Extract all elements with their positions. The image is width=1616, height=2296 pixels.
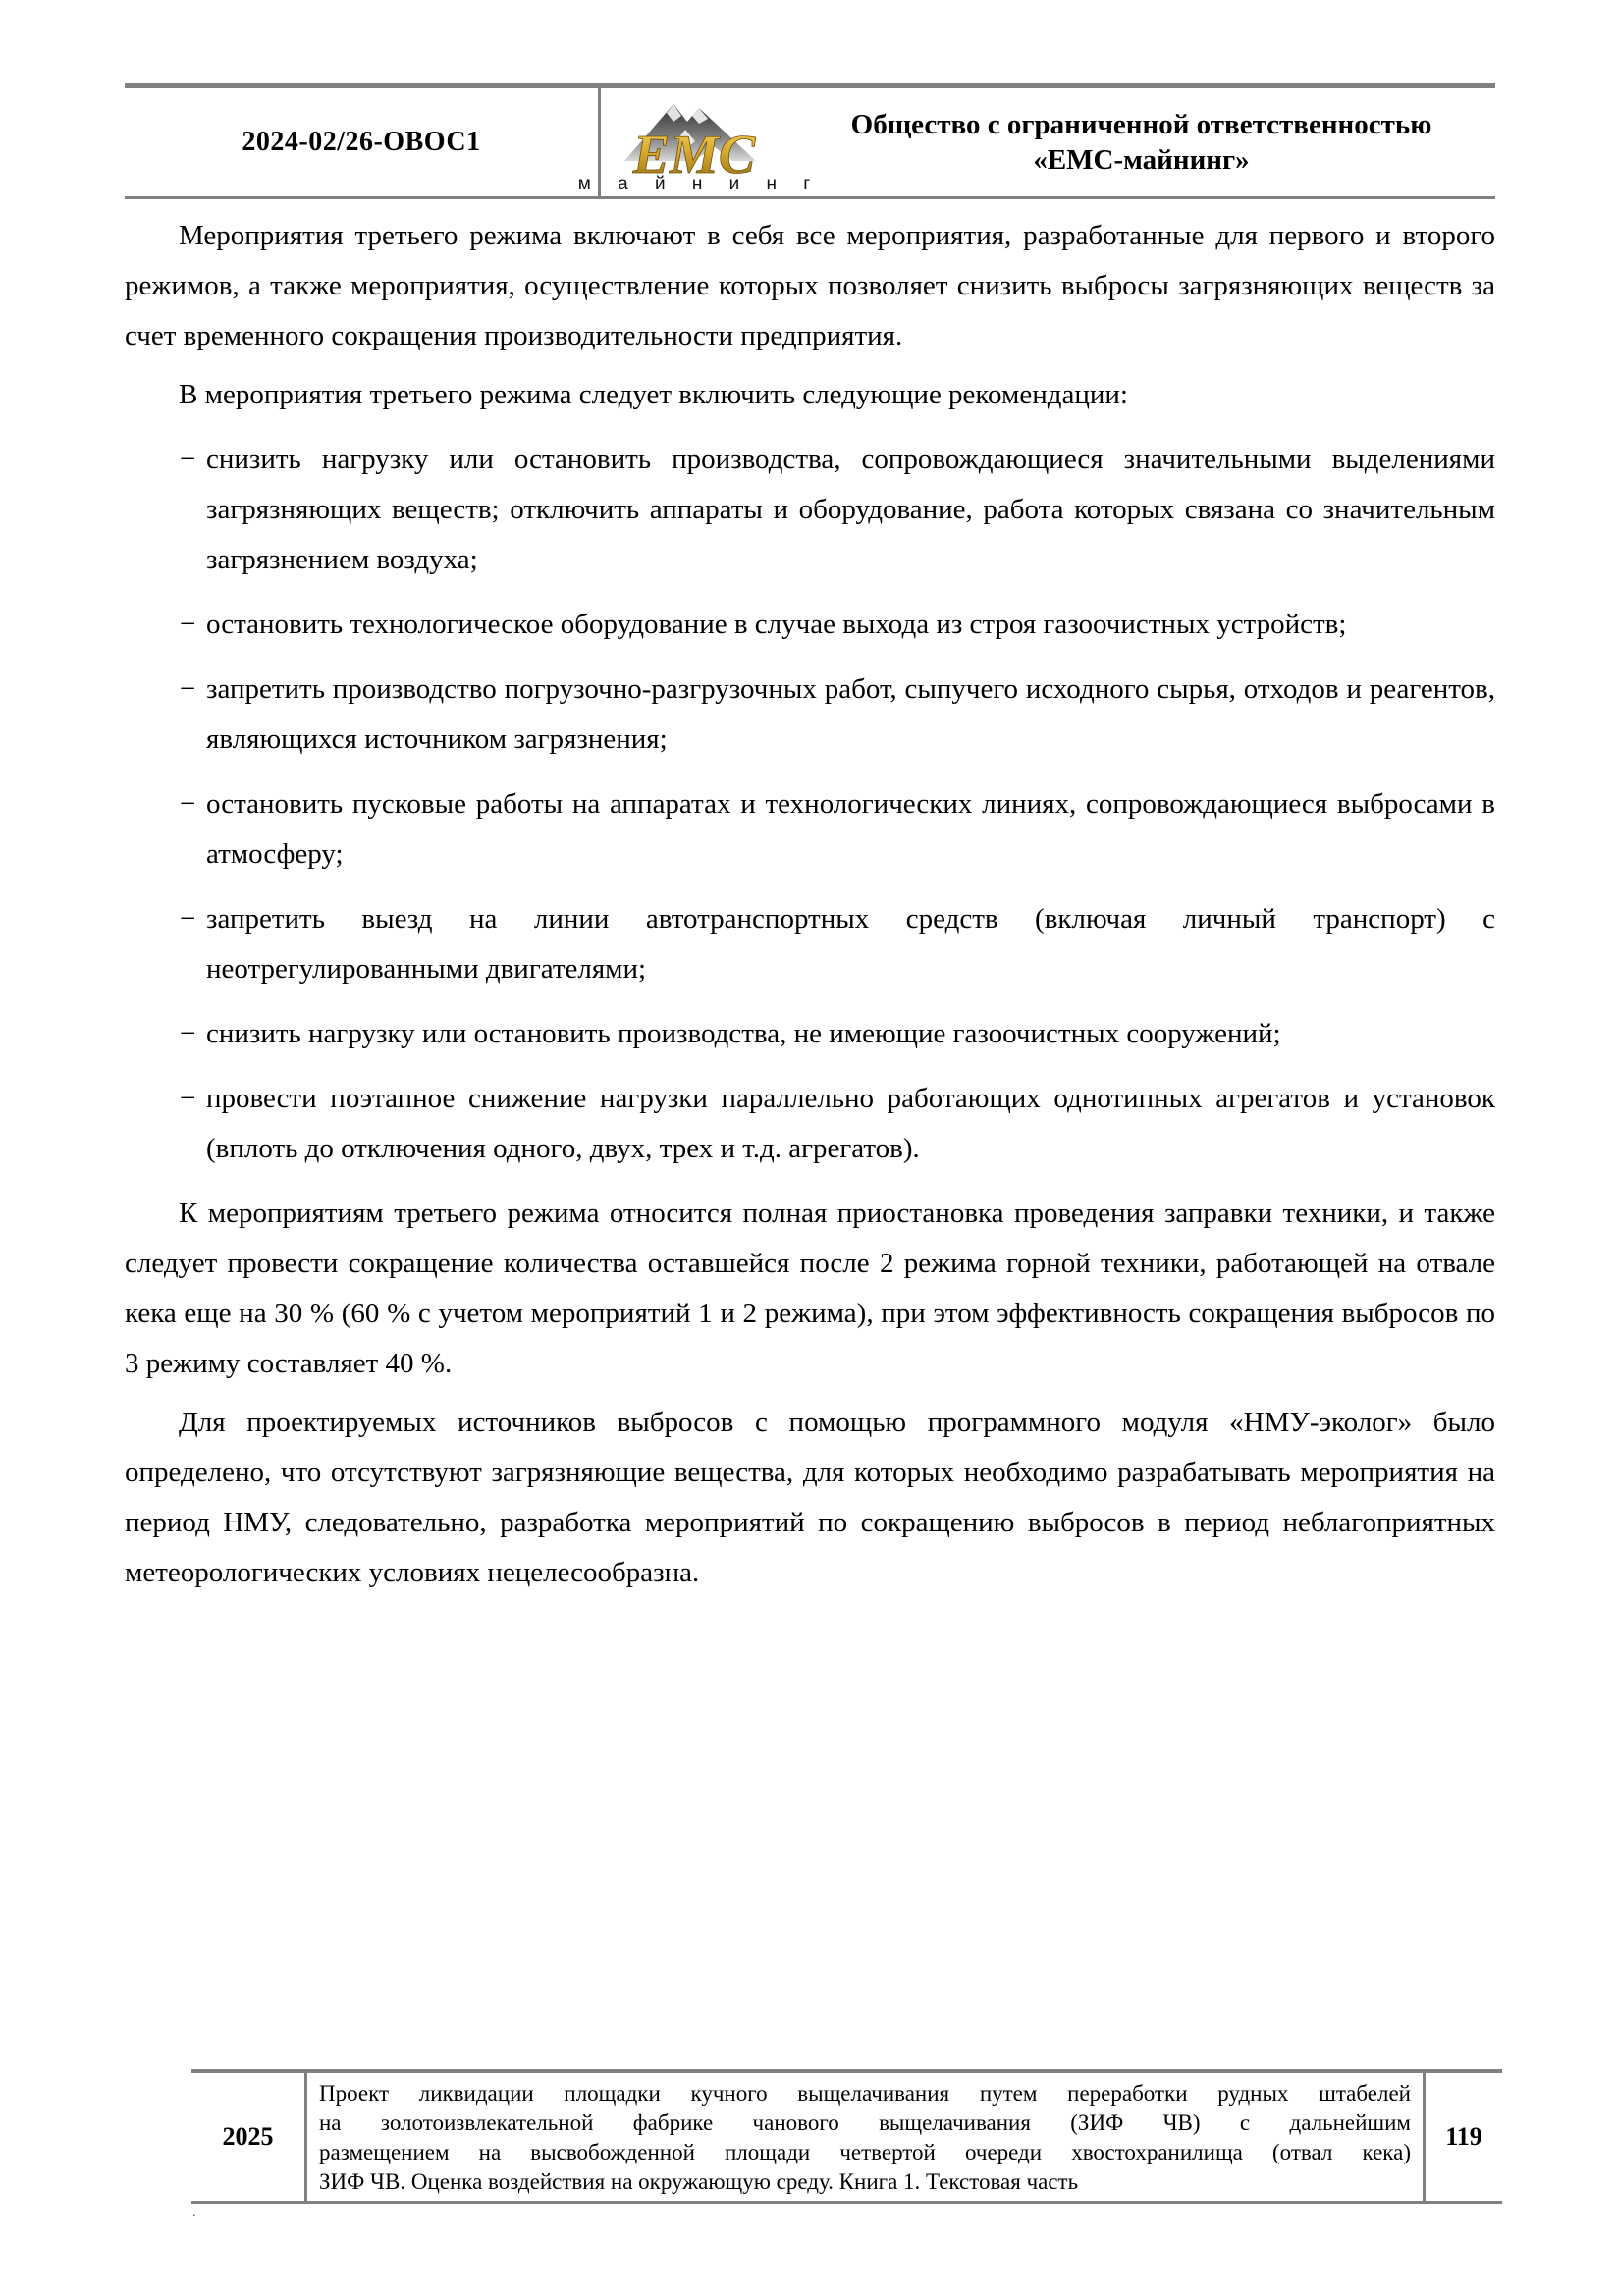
footer-project-line: на золотоизвлекательной фабрике чанового выщелачивания (ЗИФ ЧВ) с дальнейшим xyxy=(319,2109,1411,2135)
emc-logo-graphic xyxy=(607,100,781,181)
page-header xyxy=(125,83,1495,199)
dash-marker: − xyxy=(180,1083,196,1114)
dash-marker: − xyxy=(180,673,196,705)
footer-project-description xyxy=(304,2073,1426,2201)
paragraph-intro-1: Мероприятия третьего режима включают в себя все мероприятия, разработанные для первого и второго режимов, а также мероприятия, осуществление которых позволяет снизить выбросы загрязняющих веществ за счет временного сокращения производительности предприятия. xyxy=(125,220,1495,351)
doc-number: 2024-02/26-ОВОС1 xyxy=(242,127,481,157)
list-item-text: запретить производство погрузочно-разгрузочных работ, сыпучего исходного сырья, отходов и реагентов, являющихся источником загрязнения; xyxy=(206,673,1495,755)
stray-mark: . xyxy=(192,2205,196,2219)
logo-subtext: м а й н и н г xyxy=(577,174,822,194)
logo-text: ЕМС xyxy=(632,125,756,181)
footer-year: 2025 xyxy=(222,2122,274,2151)
dash-marker: − xyxy=(180,788,196,820)
list-item xyxy=(125,894,1495,994)
list-item xyxy=(125,435,1495,585)
list-item-text: снизить нагрузку или остановить производства, сопровождающиеся значительными выделениями загрязняющих веществ; отключить аппараты и оборудование, работа которых связана со значительным загрязнением воздуха; xyxy=(206,444,1495,575)
list-item-text: провести поэтапное снижение нагрузки параллельно работающих однотипных агрегатов и установок (вплоть до отключения одного, двух, трех и т.д. агрегатов). xyxy=(206,1083,1495,1164)
company-name xyxy=(787,88,1495,196)
header-doc-number-cell xyxy=(125,88,601,196)
list-item xyxy=(125,1074,1495,1174)
list-item-text: остановить пусковые работы на аппаратах и технологических линиях, сопровождающиеся выбросами в атмосферу; xyxy=(206,788,1495,870)
company-name-line2: «ЕМС-майнинг» xyxy=(1033,144,1250,176)
list-item-text: запретить выезд на линии автотранспортных средств (включая личный транспорт) с неотрегулированными двигателями; xyxy=(206,903,1495,985)
dash-marker: − xyxy=(180,609,196,640)
header-right-cell xyxy=(577,88,1495,196)
footer-project-line: размещением на высвобожденной площади четвертой очереди хвостохранилища (отвал кека) xyxy=(319,2139,1411,2164)
list-item xyxy=(125,1009,1495,1059)
footer-project-line: Проект ликвидации площадки кучного выщелачивания путем переработки рудных штабелей xyxy=(319,2080,1411,2106)
paragraph-closing-2: Для проектируемых источников выбросов с помощью программного модуля «НМУ-эколог» было определено, что отсутствуют загрязняющие вещества, для которых необходимо разрабатывать мероприятия на период НМУ, следовательно, разработка мероприятий по сокращению выбросов в период неблагоприятных метеорологических условиях нецелесообразна. xyxy=(125,1407,1495,1588)
page-number: 119 xyxy=(1445,2122,1482,2151)
list-item xyxy=(125,779,1495,880)
dash-marker: − xyxy=(180,903,196,934)
footer-page-cell xyxy=(1426,2073,1502,2201)
list-item xyxy=(125,600,1495,650)
dash-marker: − xyxy=(180,444,196,475)
page-footer xyxy=(191,2069,1502,2204)
dash-marker: − xyxy=(180,1018,196,1049)
footer-project-line: ЗИФ ЧВ. Оценка воздействия на окружающую среду. Книга 1. Текстовая часть xyxy=(319,2168,1079,2194)
company-name-line1: Общество с ограниченной ответственностью xyxy=(850,109,1432,140)
paragraph-intro-2: В мероприятия третьего режима следует включить следующие рекомендации: xyxy=(179,379,1128,410)
company-logo xyxy=(577,88,822,196)
document-body xyxy=(125,201,1495,1607)
paragraph-closing-1: К мероприятиям третьего режима относится полная приостановка проведения заправки техники, и также следует провести сокращение количества оставшейся после 2 режима горной техники, работающей на отвале кека еще на 30 % (60 % с учетом мероприятий 1 и 2 режима), при этом эффективность сокращения выбросов по 3 режиму составляет 40 %. xyxy=(125,1198,1495,1379)
list-item-text: снизить нагрузку или остановить производства, не имеющие газоочистных сооружений; xyxy=(206,1018,1281,1049)
recommendations-list xyxy=(125,435,1495,1174)
list-item-text: остановить технологическое оборудование в случае выхода из строя газоочистных устройств; xyxy=(206,609,1347,640)
list-item xyxy=(125,665,1495,765)
footer-year-cell xyxy=(191,2073,304,2201)
